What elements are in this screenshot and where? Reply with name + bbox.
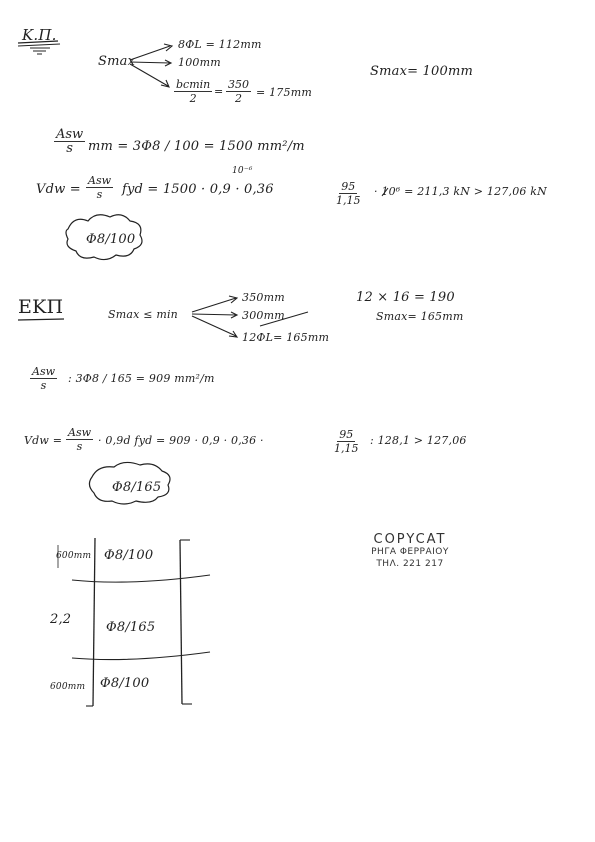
kp-cloud-label: Φ8/100 bbox=[86, 232, 136, 247]
stamp-line-2: ΡΗΓΑ ΦΕΡΡΑΙΟΥ bbox=[371, 547, 449, 557]
kp-vdw-exponent: 10⁻⁶ bbox=[232, 166, 253, 176]
kp-branch-3-eq: = bbox=[214, 85, 224, 98]
kp-smax-label: Smax bbox=[98, 54, 136, 69]
ekp-vdw-num: Asw bbox=[68, 426, 92, 439]
ekp-smax-result: Smax= 165mm bbox=[376, 310, 464, 323]
kp-branch-3-result: = 175mm bbox=[256, 86, 312, 99]
kp-branch-2: 100mm bbox=[178, 56, 221, 69]
kp-asw-num: Asw bbox=[56, 127, 84, 142]
sketch-mid-dim: 2,2 bbox=[50, 612, 72, 627]
kp-vdw-fraction bbox=[86, 174, 113, 201]
ekp-branch-2: 300mm bbox=[242, 309, 285, 322]
kp-asw-den: s bbox=[66, 141, 73, 156]
ekp-vdw-den: s bbox=[76, 440, 83, 453]
ekp-vdw-result: : 128,1 > 127,06 bbox=[370, 434, 467, 447]
kp-asw-expression: mm = 3Φ8 / 100 = 1500 mm²/m bbox=[88, 139, 305, 154]
kp-vdw-result: · 10⁶ = 211,3 kN > 127,06 kN bbox=[374, 185, 547, 198]
sketch-top-dim: 600mm bbox=[56, 551, 92, 561]
kp-vdw-num: Asw bbox=[88, 174, 112, 187]
ekp-smax-label: Smax ≤ min bbox=[108, 308, 178, 321]
ekp-vdw-den-2: 1,15 bbox=[334, 442, 359, 455]
kp-vdw-num-2: 95 bbox=[341, 180, 356, 193]
kp-vdw-den: s bbox=[96, 188, 103, 201]
kp-vdw-lhs: Vdw = bbox=[36, 182, 81, 197]
kp-branch-3-fraction bbox=[174, 78, 212, 105]
ekp-branch-1: 350mm bbox=[242, 291, 285, 304]
ekp-vdw-fraction-2 bbox=[334, 428, 359, 455]
stamp-line-3: ΤΗΛ. 221 217 bbox=[376, 559, 444, 569]
stamp-line-1: COPYCAT bbox=[373, 532, 447, 547]
ekp-vdw-middle: · 0,9d fyd = 909 · 0,9 · 0,36 · bbox=[98, 434, 264, 447]
kp-branch-3-den: 2 bbox=[189, 92, 197, 105]
sketch-mid-label: Φ8/165 bbox=[106, 620, 156, 635]
kp-branch-3-fraction-2 bbox=[226, 78, 251, 105]
sketch-top-label: Φ8/100 bbox=[104, 548, 154, 563]
copyshop-stamp bbox=[330, 534, 490, 570]
ekp-calc: 12 × 16 = 190 bbox=[356, 290, 455, 305]
kp-branch-3-den-2: 2 bbox=[235, 92, 242, 105]
ekp-asw-den: s bbox=[40, 379, 47, 392]
ekp-asw-expression: : 3Φ8 / 165 = 909 mm²/m bbox=[68, 372, 215, 385]
ekp-vdw-lhs: Vdw = bbox=[24, 434, 63, 447]
kp-asw-fraction bbox=[54, 128, 85, 155]
kp-vdw-den-2: 1,15 bbox=[336, 194, 361, 207]
kp-branch-3-num-2: 350 bbox=[228, 78, 249, 91]
ekp-cloud-label: Φ8/165 bbox=[112, 480, 162, 495]
ekp-asw-fraction bbox=[30, 365, 57, 392]
kp-vdw-middle: fyd = 1500 · 0,9 · 0,36 bbox=[122, 182, 274, 197]
kp-smax-result: Smax= 100mm bbox=[370, 64, 474, 79]
sketch-bottom-label: Φ8/100 bbox=[100, 676, 150, 691]
ekp-branch-3: 12ΦL= 165mm bbox=[242, 331, 330, 344]
ekp-vdw-num-2: 95 bbox=[339, 428, 354, 441]
kp-branch-1: 8ΦL = 112mm bbox=[178, 38, 262, 51]
ekp-heading: ΕΚΠ bbox=[18, 296, 64, 318]
kp-branch-3-num: bcmin bbox=[176, 78, 211, 91]
ekp-vdw-fraction bbox=[66, 426, 93, 453]
kp-vdw-fraction-2 bbox=[336, 180, 361, 207]
kp-heading: Κ.Π. bbox=[22, 26, 57, 44]
sketch-bottom-dim: 600mm bbox=[50, 682, 86, 692]
ekp-asw-num: Asw bbox=[32, 365, 56, 378]
